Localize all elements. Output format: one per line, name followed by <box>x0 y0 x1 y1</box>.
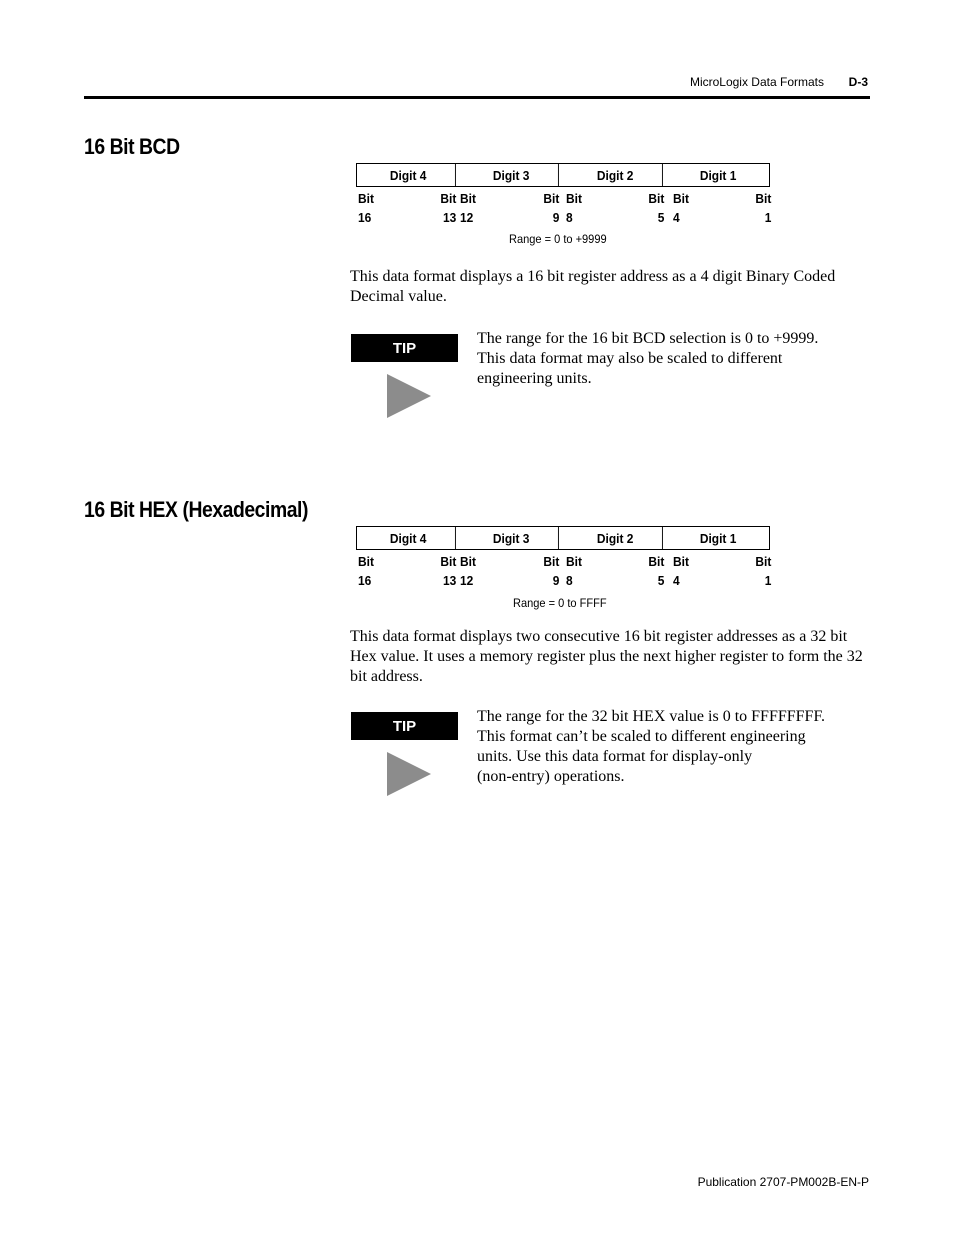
bcd-digit-1: Digit 1 <box>699 167 737 183</box>
hex-digit-2: Digit 2 <box>568 527 663 549</box>
bcd-bit-8-label: Bit 8 <box>566 191 582 225</box>
hex-digit-4: Digit 4 <box>361 527 456 549</box>
bcd-tip-line: The range for the 16 bit BCD selection is 0 to +9999. <box>477 330 819 347</box>
hex-description: This data format displays two consecutive 16 bit register addresses as a 32 bit Hex value. It uses a memory register plus the next higher register to form the 32 bit address. <box>350 628 863 685</box>
section-heading-hex: 16 Bit HEX (Hexadecimal) <box>84 497 309 522</box>
bcd-tip-badge: TIP <box>351 334 458 362</box>
bcd-bit-1-label: Bit 1 <box>755 191 771 225</box>
hex-digit-1: Digit 1 <box>699 530 737 546</box>
bcd-bit-9-label: Bit 9 <box>543 191 559 225</box>
hex-bit-8-label: Bit 8 <box>566 554 582 588</box>
hex-digit-table <box>356 526 770 550</box>
hex-bit-4-label: Bit 4 <box>673 554 689 588</box>
bcd-bit-13-label: Bit 13 <box>440 191 456 225</box>
bcd-digit-3: Digit 3 <box>464 164 559 186</box>
hex-range-label: Range = 0 to FFFF <box>513 596 607 610</box>
page-number: D-3 <box>848 75 868 89</box>
bcd-bit-5-label: Bit 5 <box>648 191 664 225</box>
hex-tip-badge: TIP <box>351 712 458 740</box>
bcd-digit-2: Digit 2 <box>568 164 663 186</box>
bcd-range-label: Range = 0 to +9999 <box>509 232 607 246</box>
header-rule <box>84 96 870 99</box>
bcd-tip-line: This data format may also be scaled to different <box>477 350 783 367</box>
hex-bit-13-label: Bit 13 <box>440 554 456 588</box>
tip-arrow-icon <box>387 374 431 418</box>
hex-bit-16-label: Bit 16 <box>358 554 374 588</box>
running-header-title: MicroLogix Data Formats <box>689 75 824 89</box>
tip-arrow-icon <box>387 752 431 796</box>
bcd-description: This data format displays a 16 bit register address as a 4 digit Binary Coded Decimal value. <box>350 268 836 305</box>
hex-bit-12-label: Bit 12 <box>460 554 476 588</box>
hex-tip-text <box>477 707 872 787</box>
hex-digit-3: Digit 3 <box>464 527 559 549</box>
hex-tip-line: The range for the 32 bit HEX value is 0 to FFFFFFFF. <box>477 708 826 725</box>
bcd-bit-12-label: Bit 12 <box>460 191 476 225</box>
hex-tip-line: This format can’t be scaled to different engineering <box>477 728 806 745</box>
bcd-tip-line: engineering units. <box>477 370 592 387</box>
hex-bit-9-label: Bit 9 <box>543 554 559 588</box>
hex-tip-line: (non-entry) operations. <box>477 768 625 785</box>
bcd-bit-16-label: Bit 16 <box>358 191 374 225</box>
hex-bit-1-label: Bit 1 <box>755 554 771 588</box>
hex-bit-5-label: Bit 5 <box>648 554 664 588</box>
bcd-digit-4: Digit 4 <box>361 164 456 186</box>
hex-tip-line: units. Use this data format for display-only <box>477 748 753 765</box>
bcd-tip-text <box>477 329 872 389</box>
publication-footer: Publication 2707-PM002B-EN-P <box>697 1175 869 1189</box>
section-heading-bcd: 16 Bit BCD <box>84 134 180 159</box>
bcd-digit-table <box>356 163 770 187</box>
bcd-bit-4-label: Bit 4 <box>673 191 689 225</box>
